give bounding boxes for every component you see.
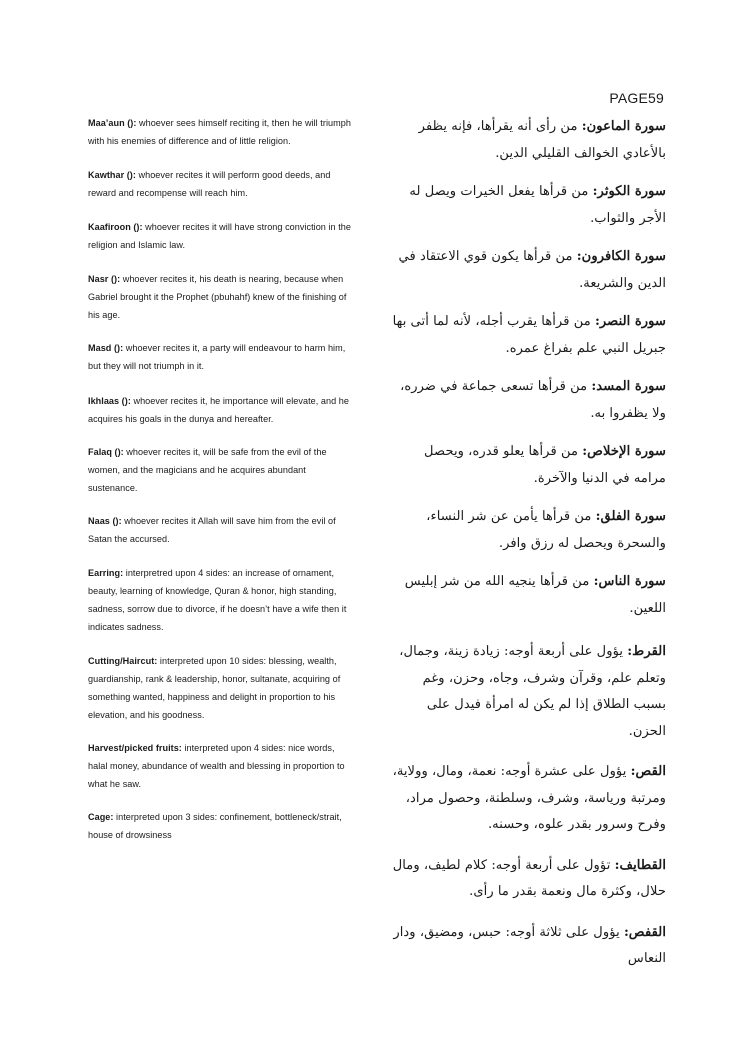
list-item bbox=[392, 179, 666, 232]
entry-text: من قرأها يأمن عن شر النساء، والسحرة ويحصل له رزق وافر. bbox=[426, 509, 666, 551]
entry-text: whoever recites it will perform good deeds, and reward and recompense will reach him. bbox=[88, 169, 331, 198]
entry-term: القرط: bbox=[627, 644, 666, 659]
entry-term: سورة الفلق: bbox=[595, 509, 666, 524]
entry-term: Falaq (): bbox=[88, 446, 124, 457]
entry-text: interpreted upon 10 sides: blessing, wealth, guardianship, rank & leadership, honor, sultanate, acquiring of something wanted, happiness and delight in proportion to his elevation, and his goodness. bbox=[88, 655, 341, 720]
entry-term: Masd (): bbox=[88, 343, 124, 354]
entry-term: سورة الماعون: bbox=[581, 119, 666, 134]
arabic-column bbox=[392, 114, 666, 973]
list-item bbox=[88, 270, 354, 324]
entry-text: يؤول على أربعة أوجه: زيادة زينة، وجمال، وتعلم علم، وقرآن وشرف، وجاه، وحزن، وغم بسبب الطلاق إذا لم يكن له امرأة فيدل على الحزن. bbox=[399, 644, 666, 739]
list-item bbox=[392, 374, 666, 427]
list-item bbox=[392, 244, 666, 297]
entry-text: interpreted upon 3 sides: confinement, bottleneck/strait, house of drowsiness bbox=[88, 812, 342, 841]
entry-text: يؤول على عشرة أوجه: نعمة، ومال، وولاية، ومرتبة ورياسة، وشرف، وسلطنة، وحصول مراد، وفرح وسرور بقدر علوه، وحسنه. bbox=[392, 764, 666, 832]
entry-text: whoever recites it Allah will save him from the evil of Satan the accursed. bbox=[88, 516, 336, 545]
entry-term: Maa’aun (): bbox=[88, 118, 137, 128]
entry-term: Naas (): bbox=[88, 516, 122, 526]
list-item bbox=[392, 569, 666, 622]
entry-term: القص: bbox=[630, 764, 666, 779]
entry-term: سورة الكوثر: bbox=[592, 184, 666, 199]
list-item bbox=[88, 218, 354, 254]
page-number-header: PAGE59 bbox=[609, 90, 664, 106]
entry-text: whoever recites it, he importance will elevate, and he acquires his goals in the dunya and hereafter. bbox=[88, 395, 349, 424]
entry-term: سورة الكافرون: bbox=[576, 249, 666, 264]
entry-text: whoever sees himself reciting it, then he will triumph with his enemies of difference and of little religion. bbox=[88, 118, 351, 147]
entry-text: من قرأها يقرب أجله، لأنه لما أتى بها جبريل النبي علم بفراغ عمره. bbox=[392, 314, 666, 356]
list-item bbox=[88, 564, 354, 636]
entry-text: من قرأها تسعى جماعة في ضرره، ولا يظفروا به. bbox=[400, 379, 666, 421]
list-item bbox=[88, 166, 354, 202]
entry-text: من قرأها يفعل الخيرات ويصل له الأجر والثواب. bbox=[409, 184, 666, 226]
entry-text: من رأى أنه يقرأها، فإنه يظفر بالأعادي الخوالف القليلي الدين. bbox=[418, 119, 666, 161]
list-item bbox=[392, 759, 666, 839]
entry-text: whoever recites it, a party will endeavour to harm him, but they will not triumph in it. bbox=[88, 343, 346, 372]
entry-term: Cage: bbox=[88, 812, 114, 823]
english-column bbox=[88, 114, 354, 844]
entry-term: سورة الناس: bbox=[593, 574, 666, 589]
list-item bbox=[88, 114, 354, 150]
entry-text: interpretred upon 4 sides: an increase of ornament, beauty, learning of knowledge, Quran & honor, high standing, sadness, sorrow due to divorce, if he doesn’t have a wife then it indicates sadness. bbox=[88, 568, 347, 633]
list-item bbox=[392, 920, 666, 973]
list-item bbox=[392, 114, 666, 167]
entry-text: interpreted upon 4 sides: nice words, halal money, abundance of wealth and blessing in proportion to what he saw. bbox=[88, 742, 345, 790]
entry-term: Kaafiroon (): bbox=[88, 221, 143, 232]
entry-term: Earring: bbox=[88, 568, 124, 579]
list-item bbox=[392, 639, 666, 745]
list-item bbox=[88, 339, 354, 375]
entry-term: سورة النصر: bbox=[595, 314, 666, 329]
list-item bbox=[88, 739, 354, 793]
entry-term: سورة الإخلاص: bbox=[582, 444, 666, 459]
list-item bbox=[392, 853, 666, 906]
entry-term: Kawthar (): bbox=[88, 169, 136, 180]
list-item bbox=[88, 808, 354, 844]
list-item bbox=[88, 512, 354, 548]
entry-text: من قرأها ينجيه الله من شر إبليس اللعين. bbox=[404, 574, 666, 616]
list-item bbox=[392, 504, 666, 557]
entry-text: من قرأها يعلو قدره، ويحصل مرامه في الدنيا والآخرة. bbox=[424, 444, 666, 486]
entry-text: whoever recites it, will be safe from the evil of the women, and the magicians and he acquires abundant sustenance. bbox=[88, 446, 327, 493]
entry-text: whoever recites it, his death is nearing, because when Gabriel brought it the Prophet (pbuhahf) knew of the finishing of his age. bbox=[88, 274, 347, 321]
list-item bbox=[392, 439, 666, 492]
entry-term: القفص: bbox=[623, 924, 666, 940]
entry-text: تؤول على أربعة أوجه: كلام لطيف، ومال حلال، وكثرة مال ونعمة بقدر ما رأى. bbox=[392, 857, 666, 899]
entry-text: whoever recites it will have strong conviction in the religion and Islamic law. bbox=[88, 221, 351, 250]
list-item bbox=[88, 652, 354, 724]
list-item bbox=[392, 309, 666, 362]
entry-term: Nasr (): bbox=[88, 274, 121, 285]
entry-term: Ikhlaas (): bbox=[88, 395, 131, 406]
entry-text: يؤول على ثلاثة أوجه: حبس، ومضيق، ودار النعاس bbox=[393, 924, 666, 966]
list-item bbox=[88, 392, 354, 428]
entry-term: Cutting/Haircut: bbox=[88, 655, 158, 666]
list-item bbox=[88, 443, 354, 497]
entry-term: سورة المسد: bbox=[591, 379, 666, 394]
entry-term: القطايف: bbox=[614, 857, 666, 873]
entry-term: Harvest/picked fruits: bbox=[88, 742, 182, 753]
entry-text: من قرأها يكون قوي الاعتقاد في الدين والشريعة. bbox=[398, 249, 666, 291]
